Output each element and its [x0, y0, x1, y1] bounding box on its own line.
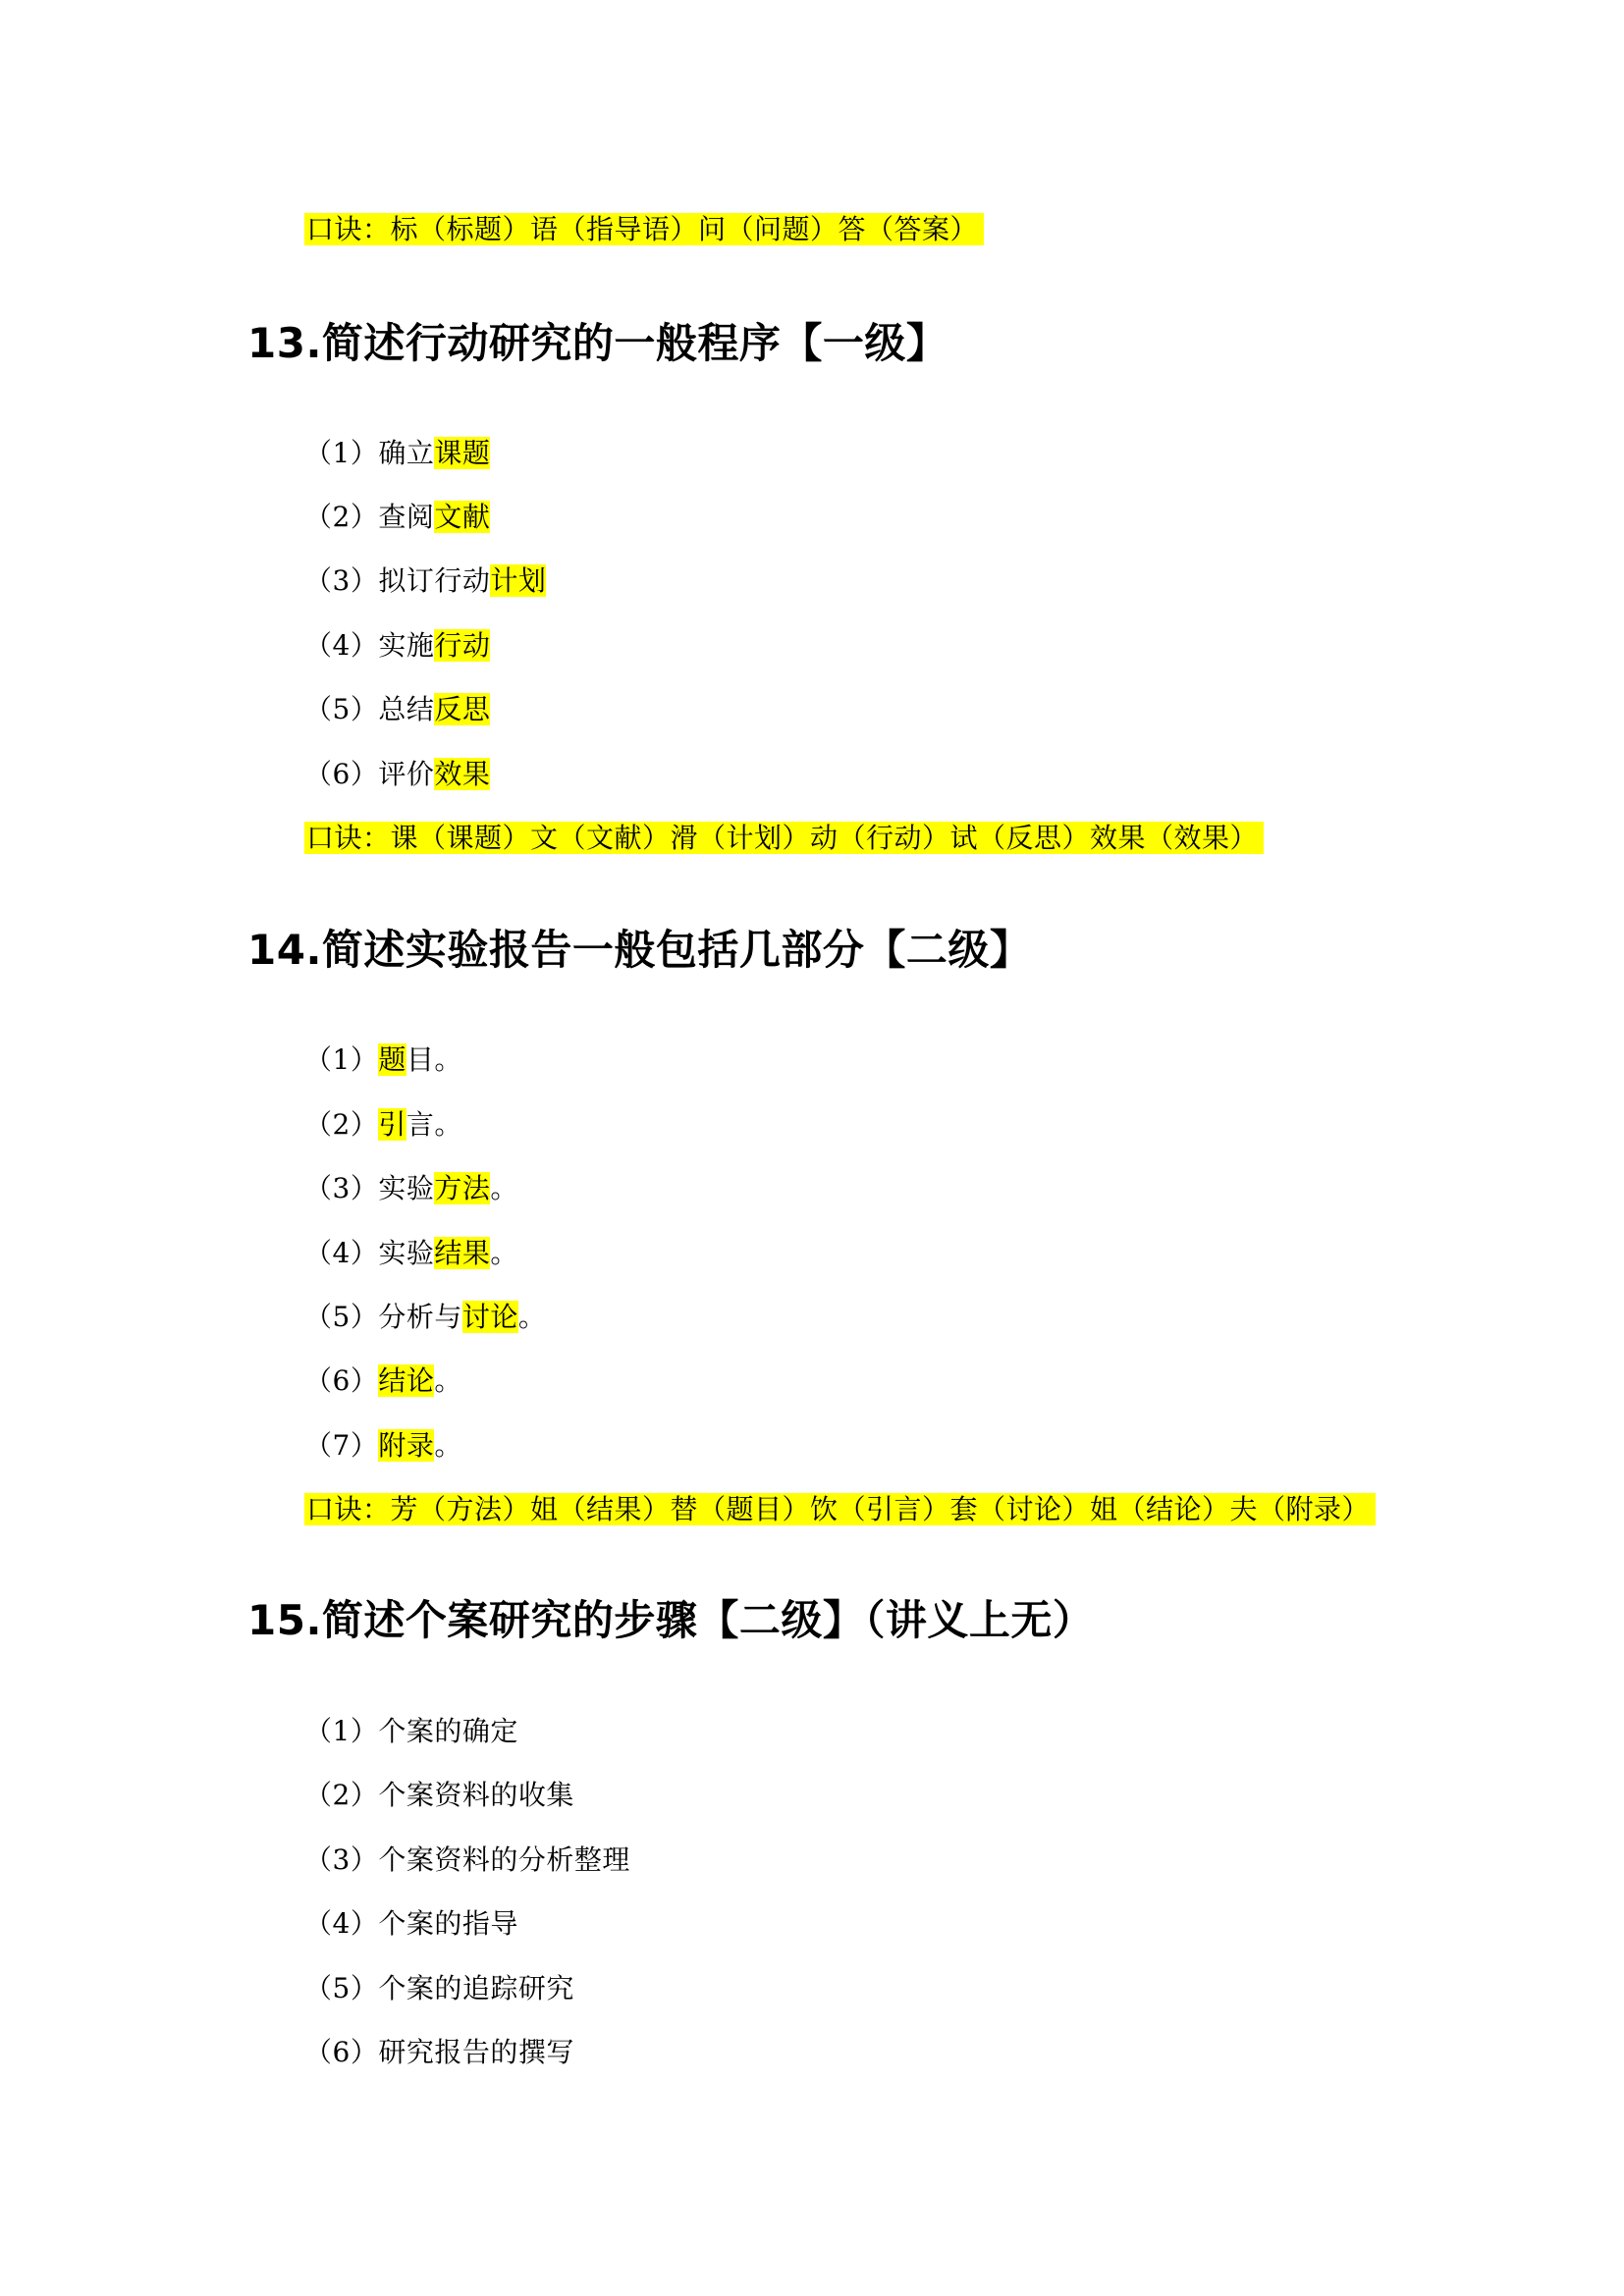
list-item	[304, 1904, 518, 1944]
list-item	[304, 1105, 462, 1145]
item-text: 个案资料的收集	[378, 1779, 574, 1811]
item-keyword: 题	[378, 1043, 406, 1076]
item-tail: 。	[490, 1237, 518, 1269]
item-tail: 。	[434, 1364, 462, 1397]
item-keyword: 附录	[378, 1429, 435, 1462]
mnemonic-text: 口诀：标（标题）语（指导语）问（问题）答（答案）	[304, 213, 984, 245]
item-text: 个案资料的分析整理	[378, 1843, 630, 1876]
item-tail: 目。	[406, 1043, 462, 1076]
item-number: （3）	[304, 1172, 379, 1204]
item-number: （1）	[304, 1715, 379, 1747]
section-14-heading: 14.简述实验报告一般包括几部分【二级】	[247, 926, 1032, 974]
item-text: 确立	[378, 437, 435, 469]
list-item	[304, 1169, 518, 1208]
item-number: （1）	[304, 1043, 379, 1076]
item-text: 个案的追踪研究	[378, 1972, 574, 2004]
list-item	[304, 498, 490, 537]
item-number: （2）	[304, 1108, 379, 1141]
item-number: （4）	[304, 1237, 379, 1269]
list-item	[304, 561, 546, 601]
item-keyword: 课题	[434, 437, 491, 469]
item-number: （4）	[304, 1907, 379, 1940]
item-keyword: 方法	[434, 1172, 491, 1204]
item-keyword: 反思	[434, 693, 491, 725]
item-text: 个案的指导	[378, 1907, 518, 1940]
item-text: 实施	[378, 629, 435, 662]
item-number: （5）	[304, 1972, 379, 2004]
list-item	[304, 2033, 574, 2072]
item-text: 评价	[378, 758, 435, 790]
item-tail: 。	[517, 1301, 547, 1333]
item-text: 实验	[378, 1172, 435, 1204]
item-number: （2）	[304, 1779, 379, 1811]
item-tail: 。	[490, 1172, 518, 1204]
item-number: （3）	[304, 1843, 379, 1876]
item-text: 查阅	[378, 501, 435, 533]
item-text: 拟订行动	[378, 564, 491, 597]
item-text: 实验	[378, 1237, 435, 1269]
item-number: （5）	[304, 693, 379, 725]
section-14-mnemonic	[304, 1490, 1376, 1529]
list-item	[304, 626, 490, 666]
item-tail: 。	[434, 1429, 462, 1462]
list-item	[304, 755, 490, 794]
item-text: 个案的确定	[378, 1715, 518, 1747]
item-text: 研究报告的撰写	[378, 2036, 574, 2068]
item-keyword: 结果	[434, 1237, 491, 1269]
item-keyword: 计划	[490, 564, 547, 597]
mnemonic-text: 口诀：课（课题）文（文献）滑（计划）动（行动）试（反思）效果（效果）	[304, 822, 1264, 854]
item-number: （3）	[304, 564, 379, 597]
item-number: （1）	[304, 437, 379, 469]
list-item	[304, 1426, 462, 1466]
item-number: （5）	[304, 1301, 379, 1333]
item-text: 分析与	[378, 1301, 462, 1333]
mnemonic-text: 口诀：芳（方法）姐（结果）替（题目）饮（引言）套（讨论）姐（结论）夫（附录）	[304, 1493, 1376, 1525]
item-keyword: 效果	[434, 758, 491, 790]
item-number: （2）	[304, 501, 379, 533]
section-15-heading: 15.简述个案研究的步骤【二级】（讲义上无）	[247, 1596, 1095, 1644]
list-item	[304, 1712, 518, 1751]
list-item	[304, 1969, 574, 2008]
item-number: （4）	[304, 629, 379, 662]
item-keyword: 结论	[378, 1364, 435, 1397]
item-text: 总结	[378, 693, 435, 725]
item-number: （6）	[304, 1364, 379, 1397]
list-item	[304, 1362, 462, 1401]
item-keyword: 讨论	[461, 1301, 518, 1333]
item-number: （6）	[304, 2036, 379, 2068]
list-item	[304, 1841, 630, 1880]
top-mnemonic-line	[304, 210, 984, 249]
section-13-mnemonic	[304, 819, 1264, 858]
list-item	[304, 1776, 574, 1815]
list-item	[304, 1234, 518, 1273]
item-keyword: 文献	[434, 501, 491, 533]
list-item	[304, 434, 490, 473]
list-item	[304, 1298, 546, 1337]
item-keyword: 行动	[434, 629, 491, 662]
section-13-heading: 13.简述行动研究的一般程序【一级】	[247, 319, 948, 367]
item-number: （7）	[304, 1429, 379, 1462]
item-keyword: 引	[378, 1108, 406, 1141]
list-item	[304, 1041, 462, 1080]
list-item	[304, 690, 490, 729]
item-number: （6）	[304, 758, 379, 790]
item-tail: 言。	[406, 1108, 462, 1141]
